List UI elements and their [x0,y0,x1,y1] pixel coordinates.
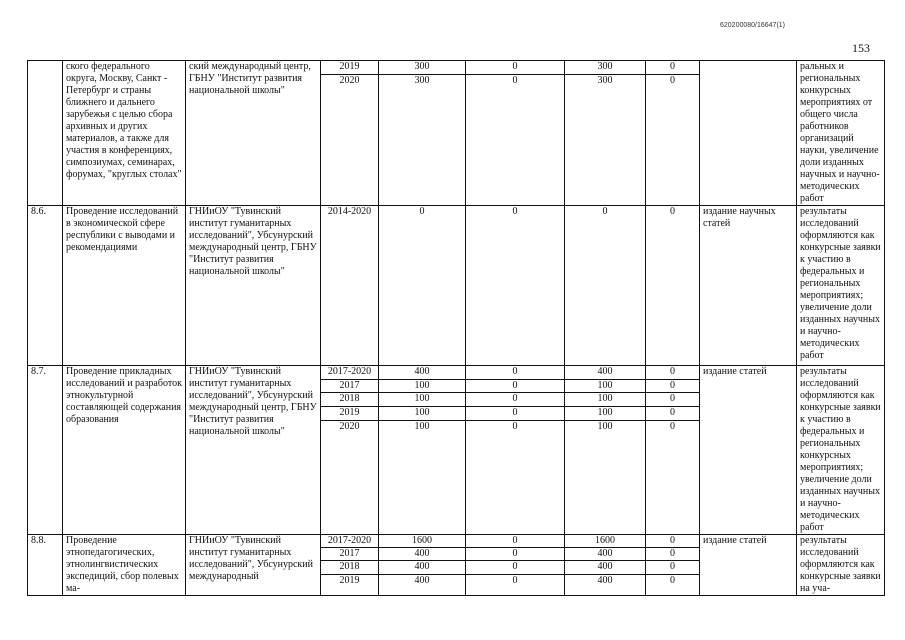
other-cell: 0 [646,420,700,534]
other-cell: 0 [646,407,700,421]
activity-cell: ского федерального округа, Москву, Санкт - Петербург и страны ближнего и дальнего зарубежья с целью сбора архивных и других материалов, а также для участия в конференциях, симпозиумах, семинарах, форумах, "круглых столах" [63,61,186,206]
form-cell: издание научных статей [700,206,797,366]
regional-cell: 400 [565,366,646,380]
regional-cell: 1600 [565,535,646,548]
federal-cell: 0 [466,420,565,534]
table-row [28,61,885,75]
total-cell: 300 [379,61,466,75]
activity-cell: Проведение прикладных исследований и разработок этнокультурной составляющей содержания образования [63,366,186,535]
total-cell: 300 [379,74,466,205]
executor-cell: ский международный центр, ГБНУ "Институт развития национальной школы" [186,61,321,206]
executor-cell: ГНИиОУ "Тувинский институт гуманитарных исследований", Убсунурский международный [186,535,321,596]
year-cell: 2017-2020 [321,535,379,548]
regional-cell: 0 [565,206,646,366]
year-cell: 2020 [321,420,379,534]
regional-cell: 100 [565,407,646,421]
year-cell: 2020 [321,74,379,205]
activity-cell: Проведение этнопедагогических, этнолингвистических экспедиций, сбор полевых ма- [63,535,186,596]
other-cell: 0 [646,206,700,366]
federal-cell: 0 [466,548,565,561]
total-cell: 100 [379,407,466,421]
year-cell: 2017 [321,548,379,561]
other-cell: 0 [646,74,700,205]
regional-cell: 100 [565,393,646,407]
table-row [28,535,885,548]
year-cell: 2019 [321,574,379,595]
other-cell: 0 [646,61,700,75]
total-cell: 400 [379,574,466,595]
federal-cell: 0 [466,366,565,380]
federal-cell: 0 [466,535,565,548]
federal-cell: 0 [466,379,565,393]
table-row [28,206,885,366]
regional-cell: 100 [565,420,646,534]
year-cell: 2017 [321,379,379,393]
regional-cell: 300 [565,61,646,75]
total-cell: 0 [379,206,466,366]
result-cell: ральных и региональных конкурсных мероприятиях от общего числа работников организаций науки, увеличение доли изданных научных и научно-методических работ [797,61,885,206]
federal-cell: 0 [466,393,565,407]
other-cell: 0 [646,535,700,548]
item-number: 8.7. [28,366,63,535]
year-cell: 2019 [321,61,379,75]
other-cell: 0 [646,393,700,407]
federal-cell: 0 [466,206,565,366]
document-id: 620200080/16647(1) [720,22,786,29]
other-cell: 0 [646,574,700,595]
result-cell: результаты исследований оформляются как конкурсные заявки к участию в федеральных и региональных мероприятиях; увеличение доли изданных научных и научно-методических работ [797,206,885,366]
table-row [28,366,885,380]
item-number [28,61,63,206]
result-cell: результаты исследований оформляются как конкурсные заявки на уча- [797,535,885,596]
year-cell: 2019 [321,407,379,421]
year-cell: 2014-2020 [321,206,379,366]
form-cell: издание статей [700,535,797,596]
total-cell: 400 [379,561,466,574]
activity-cell: Проведение исследований в экономической сфере республики с выводами и рекомендациями [63,206,186,366]
item-number: 8.8. [28,535,63,596]
federal-cell: 0 [466,74,565,205]
page-number: 153 [852,41,870,55]
item-number: 8.6. [28,206,63,366]
regional-cell: 100 [565,379,646,393]
year-cell: 2018 [321,561,379,574]
federal-cell: 0 [466,574,565,595]
total-cell: 400 [379,366,466,380]
other-cell: 0 [646,379,700,393]
total-cell: 1600 [379,535,466,548]
executor-cell: ГНИиОУ "Тувинский институт гуманитарных исследований", Убсунурский международный центр, ГБНУ "Институт развития национальной школы" [186,206,321,366]
federal-cell: 0 [466,407,565,421]
regional-cell: 300 [565,74,646,205]
year-cell: 2017-2020 [321,366,379,380]
form-cell [700,61,797,206]
executor-cell: ГНИиОУ "Тувинский институт гуманитарных исследований", Убсунурский международный центр, ГБНУ "Институт развития национальной школы" [186,366,321,535]
year-cell: 2018 [321,393,379,407]
program-table [27,60,885,596]
regional-cell: 400 [565,561,646,574]
federal-cell: 0 [466,61,565,75]
total-cell: 100 [379,379,466,393]
result-cell: результаты исследований оформляются как конкурсные заявки к участию в федеральных и региональных конкурсных мероприятиях; увеличение доли изданных научных и научно-методических работ [797,366,885,535]
total-cell: 100 [379,420,466,534]
other-cell: 0 [646,366,700,380]
other-cell: 0 [646,561,700,574]
federal-cell: 0 [466,561,565,574]
form-cell: издание статей [700,366,797,535]
other-cell: 0 [646,548,700,561]
regional-cell: 400 [565,548,646,561]
regional-cell: 400 [565,574,646,595]
total-cell: 100 [379,393,466,407]
total-cell: 400 [379,548,466,561]
